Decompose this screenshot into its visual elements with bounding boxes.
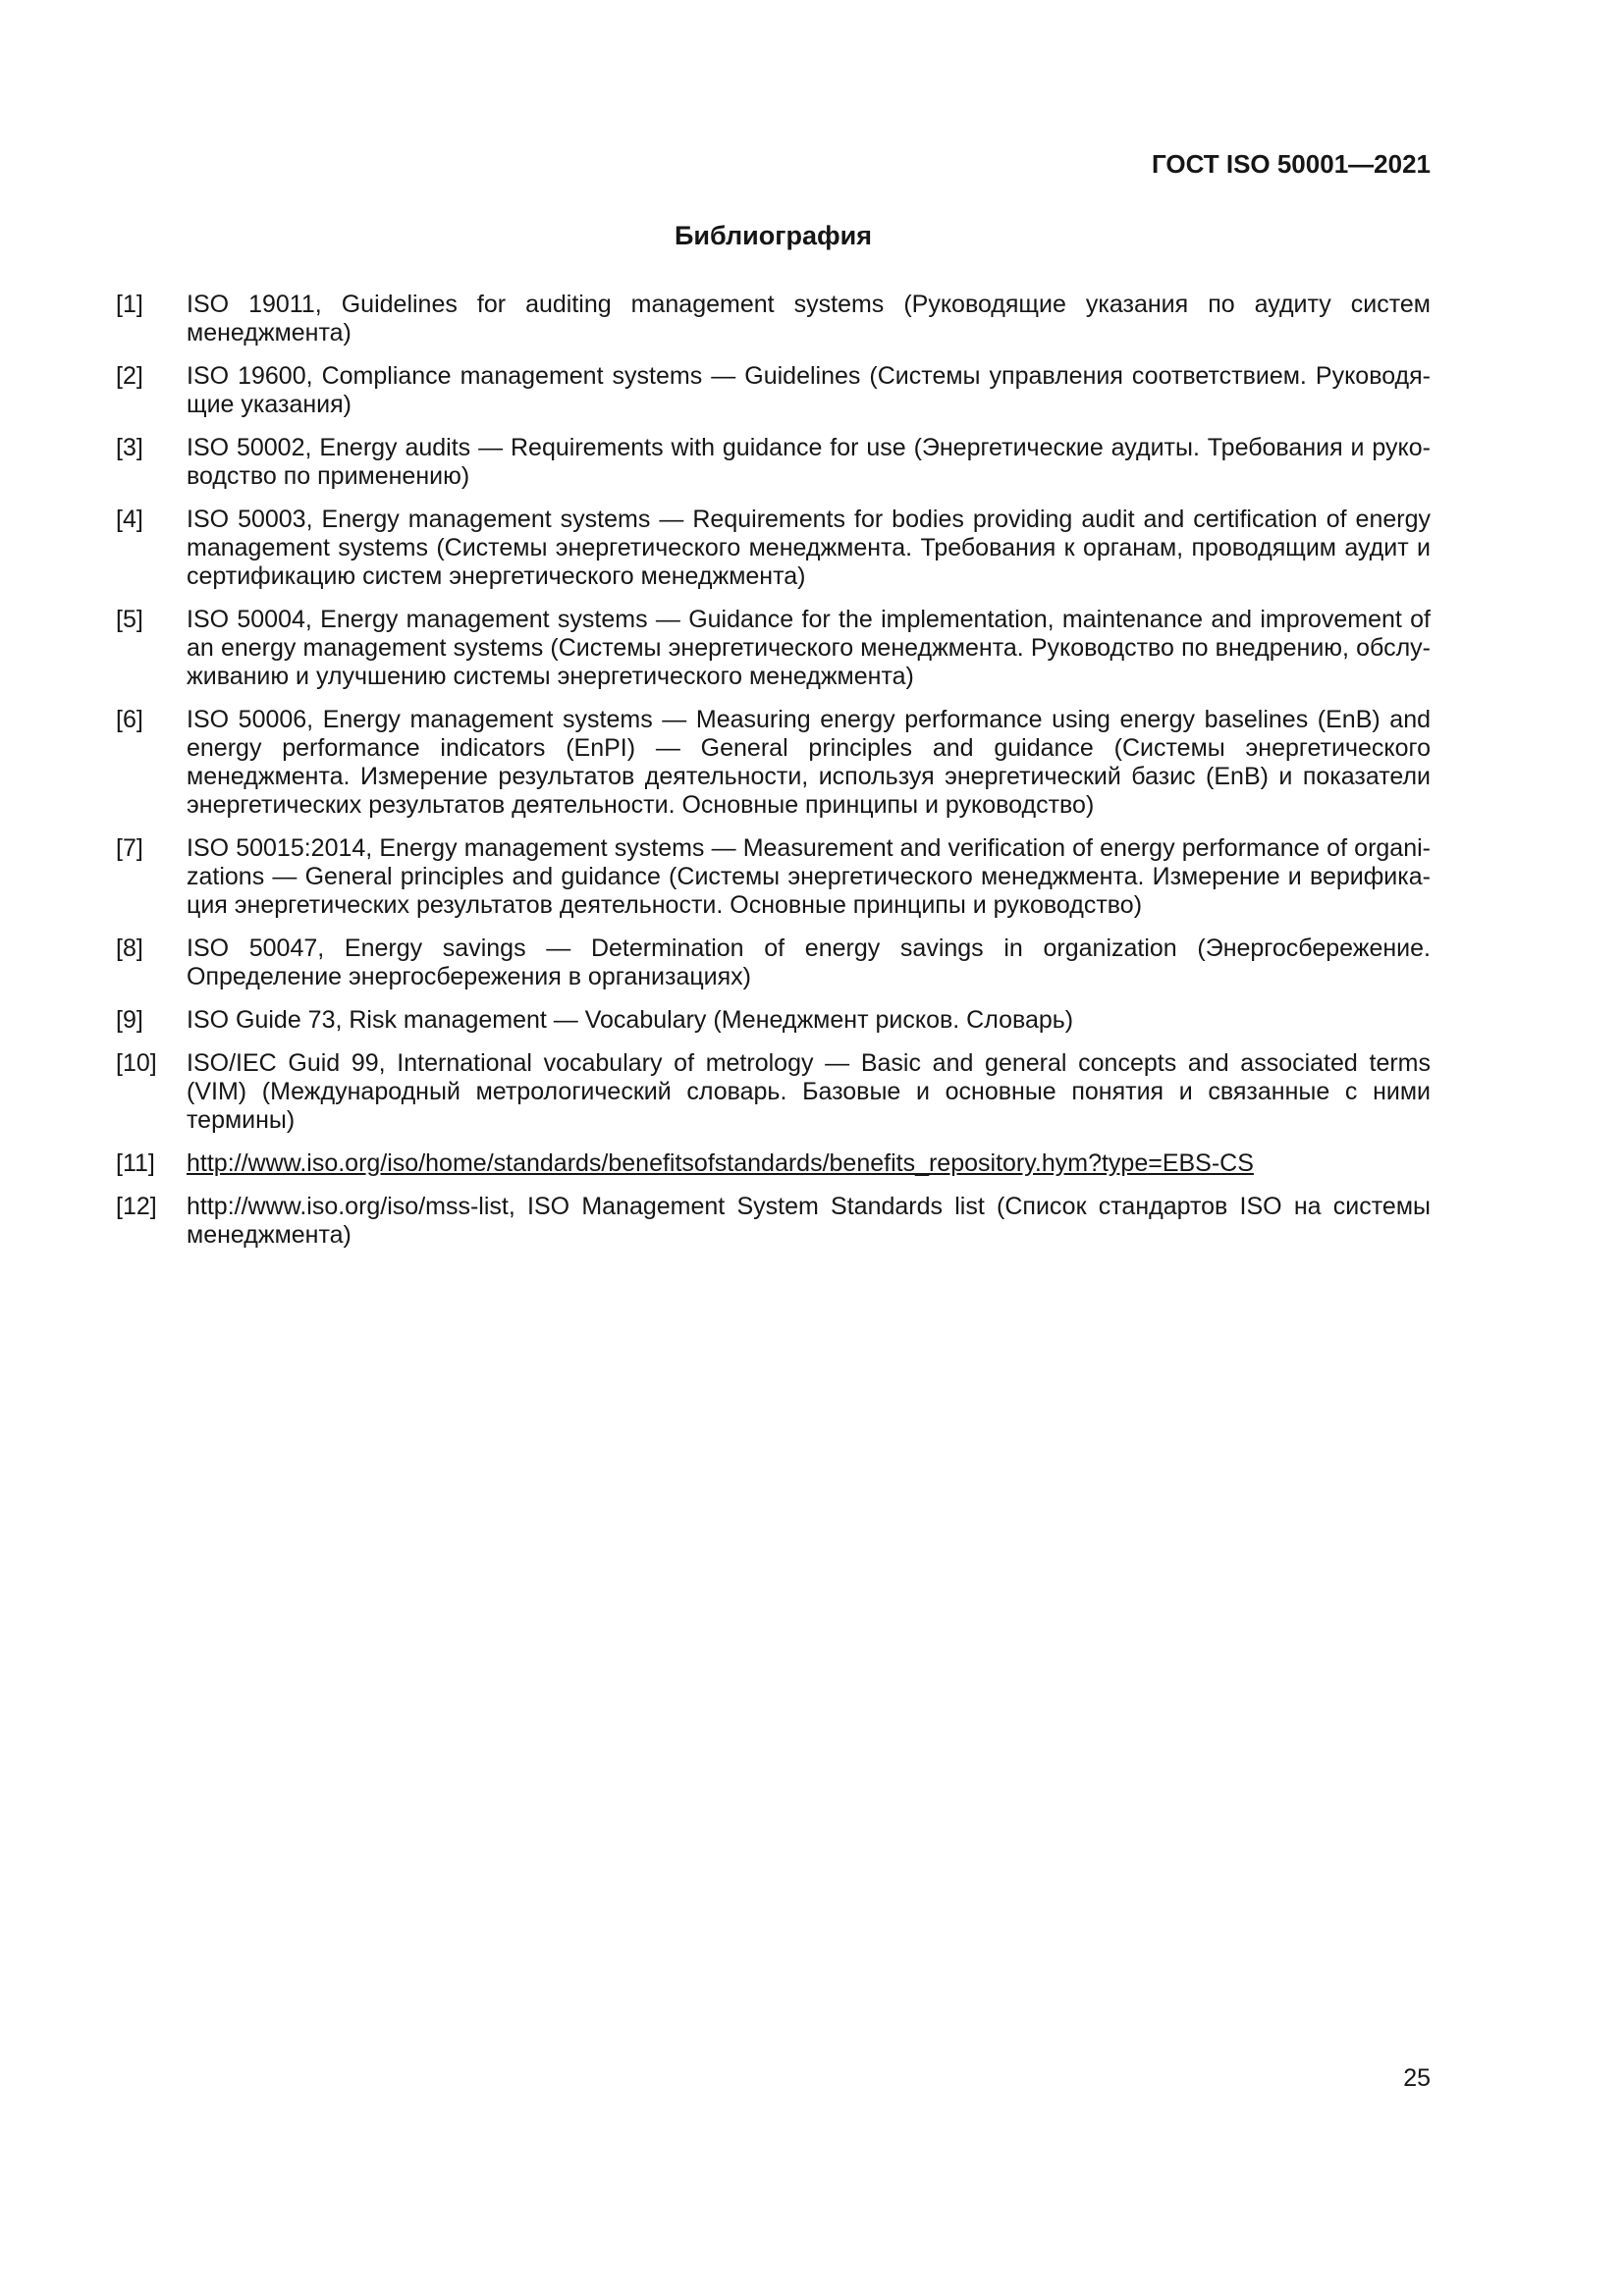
bib-entry-text: ISO 50047, Energy savings — Determination of energy savings in organization (Энергосбережение. Определение энергосбережения в организациях) [187, 934, 1431, 990]
page-content [116, 0, 1431, 1264]
bib-entry-text: ISO 19011, Guidelines for auditing management systems (Руководящие указания по аудиту систем менеджмента) [187, 291, 1431, 347]
bib-entry-number: [5] [116, 606, 143, 633]
bib-entry [116, 1049, 1431, 1135]
bib-entry-text: ISO/IEC Guid 99, International vocabulary of metrology — Basic and general concepts and associated terms (VIM) (Международный метрологический словарь. Базовые и основные понятия и связанные с ними термины) [187, 1049, 1431, 1134]
bib-entry-text: ISO 50002, Energy audits — Requirements with guidance for use (Энергетические аудиты. Требования и руководство по применению) [187, 434, 1431, 490]
bib-entry [116, 1193, 1431, 1250]
bib-entry-text: ISO 50015:2014, Energy management systems — Measurement and verification of energy performance of organizations — General principles and guidance (Системы энергетического менеджмента. Измерение и верификация энергетических результатов деятельности. Основные принципы и руководство) [187, 834, 1431, 919]
bib-entry-number: [8] [116, 934, 143, 962]
bib-entry-number: [7] [116, 834, 143, 862]
bib-entry-number: [1] [116, 291, 143, 318]
bib-entry [116, 934, 1431, 991]
bib-entry-number: [10] [116, 1049, 157, 1077]
bib-entry-text: ISO 50006, Energy management systems — Measuring energy performance using energy baselines (EnB) and energy performance indicators (EnPI) — General principles and guidance (Системы энергетического менеджмента. Измерение результатов деятельности, используя энергетический базис (EnB) и показатели энергетических результатов деятельности. Основные принципы и руководство) [187, 706, 1431, 819]
bib-entry-number: [9] [116, 1006, 143, 1034]
section-title: Библиография [675, 221, 872, 250]
bib-entry-text: ISO 50004, Energy management systems — Guidance for the implementation, maintenance and improvement of an energy management systems (Системы энергетического менеджмента. Руководство по внедрению, обслуживанию и улучшению системы энергетического менеджмента) [187, 606, 1431, 690]
bib-entry-text: http://www.iso.org/iso/mss-list, ISO Management System Standards list (Список стандартов ISO на системы менеджмента) [187, 1193, 1431, 1249]
bib-entry [116, 434, 1431, 491]
bib-entry [116, 362, 1431, 419]
bib-entry-number: [6] [116, 706, 143, 733]
bib-entry-number: [3] [116, 434, 143, 461]
bib-entry-number: [12] [116, 1193, 157, 1220]
page-number: 25 [1403, 2064, 1431, 2092]
bib-entry [116, 834, 1431, 920]
running-header: ГОСТ ISO 50001—2021 [1151, 149, 1431, 179]
bib-entry-text: ISO Guide 73, Risk management — Vocabulary (Менеджмент рисков. Словарь) [187, 1006, 1074, 1034]
bib-entry-number: [2] [116, 362, 143, 390]
bib-entry [116, 706, 1431, 820]
bib-entry-text: ISO 50003, Energy management systems — Requirements for bodies providing audit and certification of energy management systems (Системы энергетического менеджмента. Требования к органам, проводящим аудит и сертификацию систем энергетического менеджмента) [187, 506, 1431, 590]
bib-entry [116, 1006, 1431, 1035]
bib-entry-text: ISO 19600, Compliance management systems — Guidelines (Системы управления соответствием. Руководящие указания) [187, 362, 1431, 418]
bib-entry-number: [4] [116, 506, 143, 533]
bib-entry [116, 291, 1431, 347]
bib-entry [116, 606, 1431, 691]
bib-entry [116, 506, 1431, 591]
bib-entry-number: [11] [116, 1149, 155, 1177]
bib-entry-url-link[interactable]: http://www.iso.org/iso/home/standards/benefitsofstandards/benefits_repository.hym?type=EBS-CS [187, 1149, 1254, 1177]
bib-entry [116, 1149, 1431, 1178]
bibliography-list [116, 291, 1431, 1250]
